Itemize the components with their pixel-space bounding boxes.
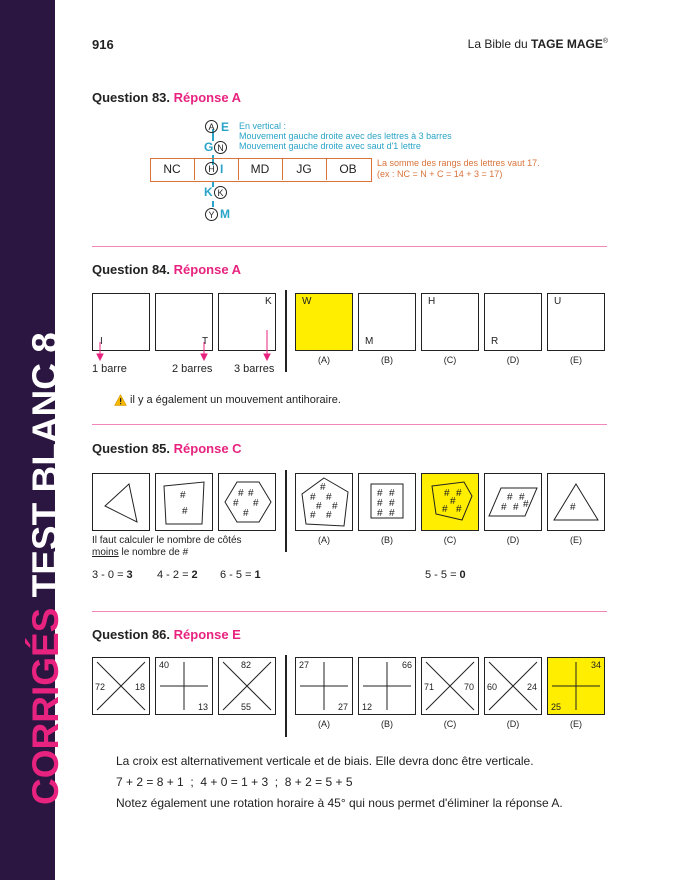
hash-mark: # xyxy=(238,488,246,499)
q86-opt-b[interactable] xyxy=(358,657,416,715)
q86-opt-label: (C) xyxy=(443,719,457,729)
q83-heading xyxy=(92,90,241,105)
q83-title: Question 83. xyxy=(92,90,171,105)
sidebar-white-word: TEST BLANC 8 xyxy=(25,332,66,598)
calc-result: 2 xyxy=(191,569,198,581)
q85-explain-1: Il faut calculer le nombre de côtés xyxy=(92,535,242,546)
hash-mark: # xyxy=(442,504,448,515)
q86-title: Question 86. xyxy=(92,627,171,642)
hash-mark: # xyxy=(326,510,332,521)
q84-seq-letter: I xyxy=(100,336,103,347)
q84-opt-letter: R xyxy=(491,336,499,347)
q85-opt-e[interactable] xyxy=(547,473,605,531)
triangle-shape xyxy=(548,474,604,530)
cell-number: 82 xyxy=(241,660,252,670)
q84-seq-letter: T xyxy=(202,336,209,347)
divider xyxy=(92,611,607,612)
q86-seq-box-2 xyxy=(155,657,213,715)
hash-mark: # xyxy=(180,490,186,501)
hash-mark: # xyxy=(332,501,338,512)
registered-mark: ® xyxy=(602,38,608,45)
hash-mark: # xyxy=(182,506,188,517)
q84-opt-b[interactable] xyxy=(358,293,416,351)
cell-number: 40 xyxy=(159,660,170,670)
calc-expr: 6 - 5 = xyxy=(220,569,255,581)
q86-seq-box-1 xyxy=(92,657,150,715)
warning-icon xyxy=(114,394,127,406)
q83-note-blue-3: Mouvement gauche droite avec saut d'1 lettre xyxy=(239,141,421,151)
q83-letter-e: E xyxy=(221,120,230,134)
q85-calc-4 xyxy=(425,569,466,581)
hash-mark: # xyxy=(389,488,395,499)
q83-letter-i: I xyxy=(220,162,224,176)
q83-letter-k: K xyxy=(204,185,213,199)
cell-number: 70 xyxy=(464,682,475,692)
hash-mark: # xyxy=(253,498,259,509)
q84-opt-letter: M xyxy=(365,336,374,347)
q84-note: il y a également un mouvement antihoraire. xyxy=(130,394,341,406)
q84-separator xyxy=(285,290,287,372)
q83-answer: Réponse A xyxy=(173,90,242,105)
q84-seq-label: 2 barres xyxy=(172,363,213,375)
q85-seq-box-2 xyxy=(155,473,213,531)
q85-opt-label: (B) xyxy=(381,535,393,545)
q85-seq-box-3 xyxy=(218,473,276,531)
cell-number: 13 xyxy=(198,702,209,712)
hash-mark: # xyxy=(507,492,513,503)
hash-mark: # xyxy=(523,499,529,510)
q85-opt-b[interactable] xyxy=(358,473,416,531)
triangle-shape xyxy=(93,474,149,530)
q84-opt-d[interactable] xyxy=(484,293,542,351)
q84-opt-label: (C) xyxy=(443,355,457,365)
hash-mark: # xyxy=(326,492,332,503)
hash-mark: # xyxy=(316,501,322,512)
q83-cell-md: MD xyxy=(250,162,270,176)
q83-circle-n: N xyxy=(214,141,227,154)
q85-opt-a[interactable] xyxy=(295,473,353,531)
hash-mark: # xyxy=(310,510,316,521)
hash-mark: # xyxy=(389,498,395,509)
q84-opt-letter: H xyxy=(428,296,436,307)
q86-opt-label: (D) xyxy=(506,719,520,729)
q84-seq-label: 1 barre xyxy=(92,363,127,375)
q84-opt-e[interactable] xyxy=(547,293,605,351)
q83-cell-nc: NC xyxy=(163,162,181,176)
calc-expr: 4 - 2 = xyxy=(157,569,192,581)
q85-explain-2a: moins xyxy=(92,547,119,558)
cell-number: 12 xyxy=(362,702,373,712)
q83-note-orange-2: (ex : NC = N + C = 14 + 3 = 17) xyxy=(377,169,503,179)
cell-number: 60 xyxy=(487,682,498,692)
q85-opt-label: (D) xyxy=(506,535,520,545)
hash-mark: # xyxy=(320,482,326,493)
q86-opt-label: (A) xyxy=(318,719,330,729)
q86-opt-a[interactable] xyxy=(295,657,353,715)
q86-opt-label: (E) xyxy=(570,719,582,729)
q85-seq-box-1 xyxy=(92,473,150,531)
cell-number: 24 xyxy=(527,682,538,692)
q83-circle-k: K xyxy=(214,186,227,199)
hash-mark: # xyxy=(233,498,239,509)
q85-explain-2b: le nombre de # xyxy=(118,547,189,558)
q83-note-blue-1: En vertical : xyxy=(239,121,287,131)
hash-mark: # xyxy=(377,508,383,519)
sidebar-title xyxy=(27,332,64,805)
hash-mark: # xyxy=(444,488,450,499)
q86-opt-c[interactable] xyxy=(421,657,479,715)
q85-answer: Réponse C xyxy=(173,441,242,456)
q86-explanation xyxy=(116,751,596,814)
q86-answer: Réponse E xyxy=(173,627,241,642)
cell-number: 72 xyxy=(95,682,106,692)
q83-cell-jg: JG xyxy=(296,162,312,176)
calc-expr: 3 - 0 = xyxy=(92,569,127,581)
cell-number: 71 xyxy=(424,682,435,692)
q85-calc-3 xyxy=(220,569,261,581)
trapezoid-shape xyxy=(156,474,212,530)
q84-opt-label: (B) xyxy=(381,355,393,365)
q85-opt-label: (C) xyxy=(443,535,457,545)
hash-mark: # xyxy=(377,498,383,509)
q83-letter-g: G xyxy=(204,140,214,154)
q85-heading xyxy=(92,441,242,456)
hash-mark: # xyxy=(310,492,316,503)
q86-line-1: La croix est alternativement verticale et de biais. Elle devra donc être verticale. xyxy=(116,754,534,768)
q84-opt-letter: W xyxy=(302,296,312,307)
q85-opt-label: (E) xyxy=(570,535,582,545)
hash-mark: # xyxy=(513,502,519,513)
q84-opt-c[interactable] xyxy=(421,293,479,351)
cell-number: 18 xyxy=(135,682,146,692)
square-shape xyxy=(359,474,415,530)
q84-title: Question 84. xyxy=(92,262,171,277)
q84-opt-a[interactable] xyxy=(295,293,353,351)
page-number: 916 xyxy=(92,37,114,52)
q83-letter-m: M xyxy=(220,207,230,221)
q83-note-blue xyxy=(239,121,452,151)
hash-mark: # xyxy=(456,488,462,499)
q84-opt-label: (E) xyxy=(570,355,582,365)
q84-heading xyxy=(92,262,241,277)
q84-seq-label: 3 barres xyxy=(234,363,275,375)
q84-seq-letter: K xyxy=(265,296,272,307)
q83-circle-y: Y xyxy=(205,208,218,221)
q85-explanation xyxy=(92,535,242,559)
q85-title: Question 85. xyxy=(92,441,171,456)
divider xyxy=(92,246,607,247)
q85-calc-1 xyxy=(92,569,133,581)
q83-circle-a: A xyxy=(205,120,218,133)
hash-mark: # xyxy=(570,502,576,513)
hash-mark: # xyxy=(501,502,507,513)
q85-separator xyxy=(285,470,287,552)
calc-expr: 5 - 5 = xyxy=(425,569,460,581)
divider xyxy=(92,424,607,425)
q83-cell-sep xyxy=(194,158,195,180)
q86-opt-e[interactable] xyxy=(547,657,605,715)
q84-opt-letter: U xyxy=(554,296,562,307)
hash-mark: # xyxy=(243,508,249,519)
hash-mark: # xyxy=(248,488,254,499)
q84-opt-label: (A) xyxy=(318,355,330,365)
q83-note-orange-1: La somme des rangs des lettres vaut 17. xyxy=(377,158,540,168)
q83-note-orange xyxy=(377,158,540,180)
q85-calc-2 xyxy=(157,569,198,581)
q86-opt-d[interactable] xyxy=(484,657,542,715)
cell-number: 66 xyxy=(402,660,413,670)
hexagon-shape xyxy=(219,474,275,530)
book-title xyxy=(468,37,608,51)
hash-mark: # xyxy=(389,508,395,519)
cell-number: 25 xyxy=(551,702,562,712)
q86-heading xyxy=(92,627,241,642)
q86-opt-label: (B) xyxy=(381,719,393,729)
q84-arrows xyxy=(92,330,282,362)
q83-cell-ob: OB xyxy=(339,162,357,176)
hash-mark: # xyxy=(377,488,383,499)
q86-line-3: Notez également une rotation horaire à 45° qui nous permet d'éliminer la réponse A. xyxy=(116,796,563,810)
q83-note-blue-2: Mouvement gauche droite avec des lettres à 3 barres xyxy=(239,131,452,141)
q86-separator xyxy=(285,655,287,737)
hash-mark: # xyxy=(456,504,462,515)
q86-line-2: 7 + 2 = 8 + 1 ; 4 + 0 = 1 + 3 ; 8 + 2 = 5 + 5 xyxy=(116,775,353,789)
book-prefix: La Bible du xyxy=(467,37,528,51)
q84-answer: Réponse A xyxy=(173,262,242,277)
cell-number: 27 xyxy=(299,660,310,670)
q85-opt-label: (A) xyxy=(318,535,330,545)
q85-explain-2 xyxy=(92,547,242,559)
calc-result: 3 xyxy=(126,569,133,581)
cell-number: 55 xyxy=(241,702,252,712)
hash-mark: # xyxy=(450,496,456,507)
calc-result: 0 xyxy=(459,569,466,581)
q85-opt-c[interactable] xyxy=(421,473,479,531)
q83-circle-h: H xyxy=(205,162,218,175)
book-brand: TAGE MAGE xyxy=(531,37,603,51)
hash-mark: # xyxy=(519,492,525,503)
q85-opt-d[interactable] xyxy=(484,473,542,531)
cell-number: 34 xyxy=(591,660,602,670)
sidebar-pink-word: CORRIGÉS xyxy=(25,607,66,805)
cell-number: 27 xyxy=(338,702,349,712)
q84-opt-label: (D) xyxy=(506,355,520,365)
q86-seq-box-3 xyxy=(218,657,276,715)
calc-result: 1 xyxy=(254,569,261,581)
sidebar-band xyxy=(0,0,66,880)
